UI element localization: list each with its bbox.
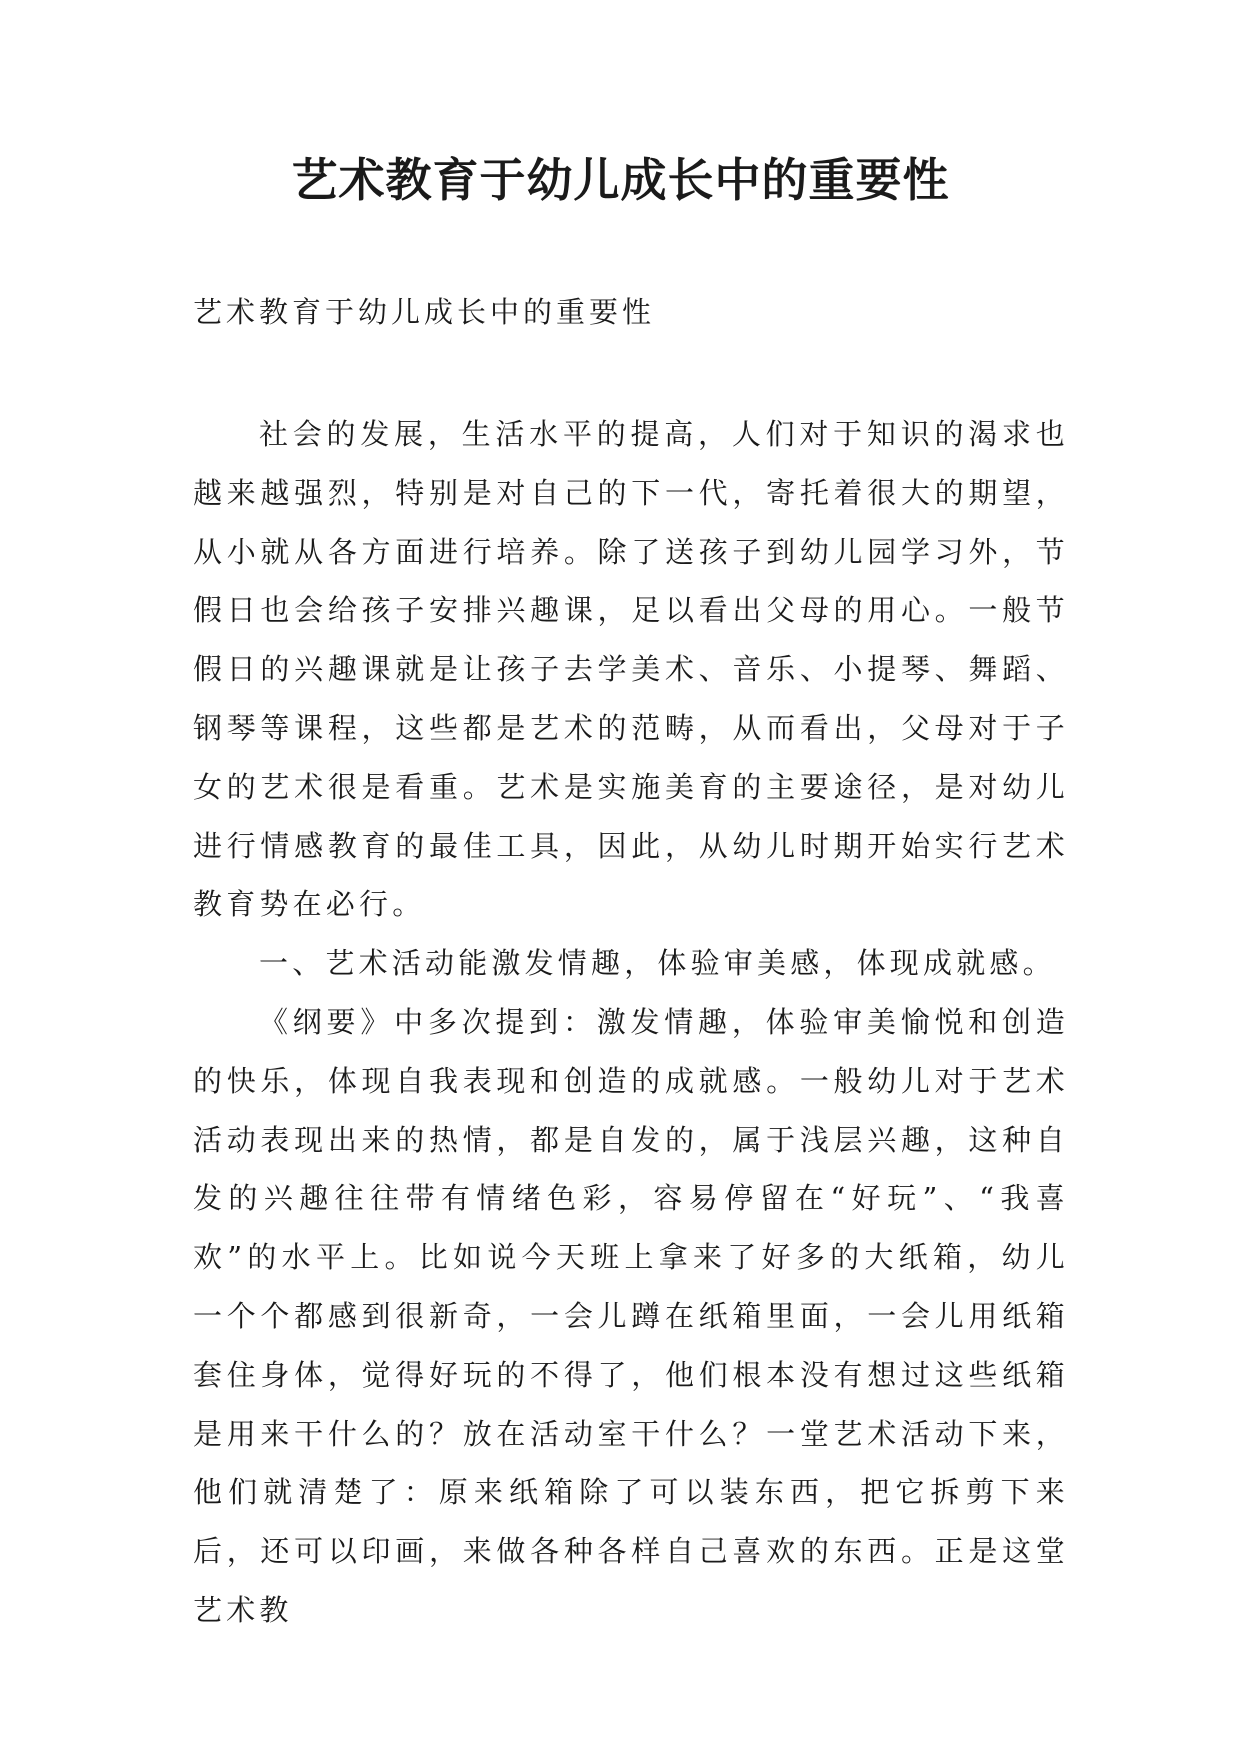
document-subtitle: 艺术教育于幼儿成长中的重要性 bbox=[193, 295, 656, 329]
document-body bbox=[193, 405, 1069, 1640]
document-title: 艺术教育于幼儿成长中的重要性 bbox=[291, 153, 950, 207]
section-heading: 一、艺术活动能激发情趣，体验审美感，体现成就感。 bbox=[259, 946, 1056, 981]
paragraph-section-one: 《纲要》中多次提到：激发情趣，体验审美愉悦和创造的快乐，体现自我表现和创造的成就感。一般幼儿对于艺术活动表现出来的热情，都是自发的，属于浅层兴趣，这种自发的兴趣往往带有情绪色彩，容易停留在“好玩”、“我喜欢”的水平上。比如说今天班上拿来了好多的大纸箱，幼儿一个个都感到很新奇，一会儿蹲在纸箱里面，一会儿用纸箱套住身体，觉得好玩的不得了，他们根本没有想过这些纸箱是用来干什么的？放在活动室干什么？一堂艺术活动下来，他们就清楚了：原来纸箱除了可以装东西，把它拆剪下来后，还可以印画，来做各种各样自己喜欢的东西。正是这堂艺术教 bbox=[193, 1004, 1069, 1627]
paragraph-intro: 社会的发展，生活水平的提高，人们对于知识的渴求也越来越强烈，特别是对自己的下一代，寄托着很大的期望，从小就从各方面进行培养。除了送孩子到幼儿园学习外，节假日也会给孩子安排兴趣课，足以看出父母的用心。一般节假日的兴趣课就是让孩子去学美术、音乐、小提琴、舞蹈、钢琴等课程，这些都是艺术的范畴，从而看出，父母对于子女的艺术很是看重。艺术是实施美育的主要途径，是对幼儿进行情感教育的最佳工具，因此，从幼儿时期开始实行艺术教育势在必行。 bbox=[193, 417, 1069, 922]
